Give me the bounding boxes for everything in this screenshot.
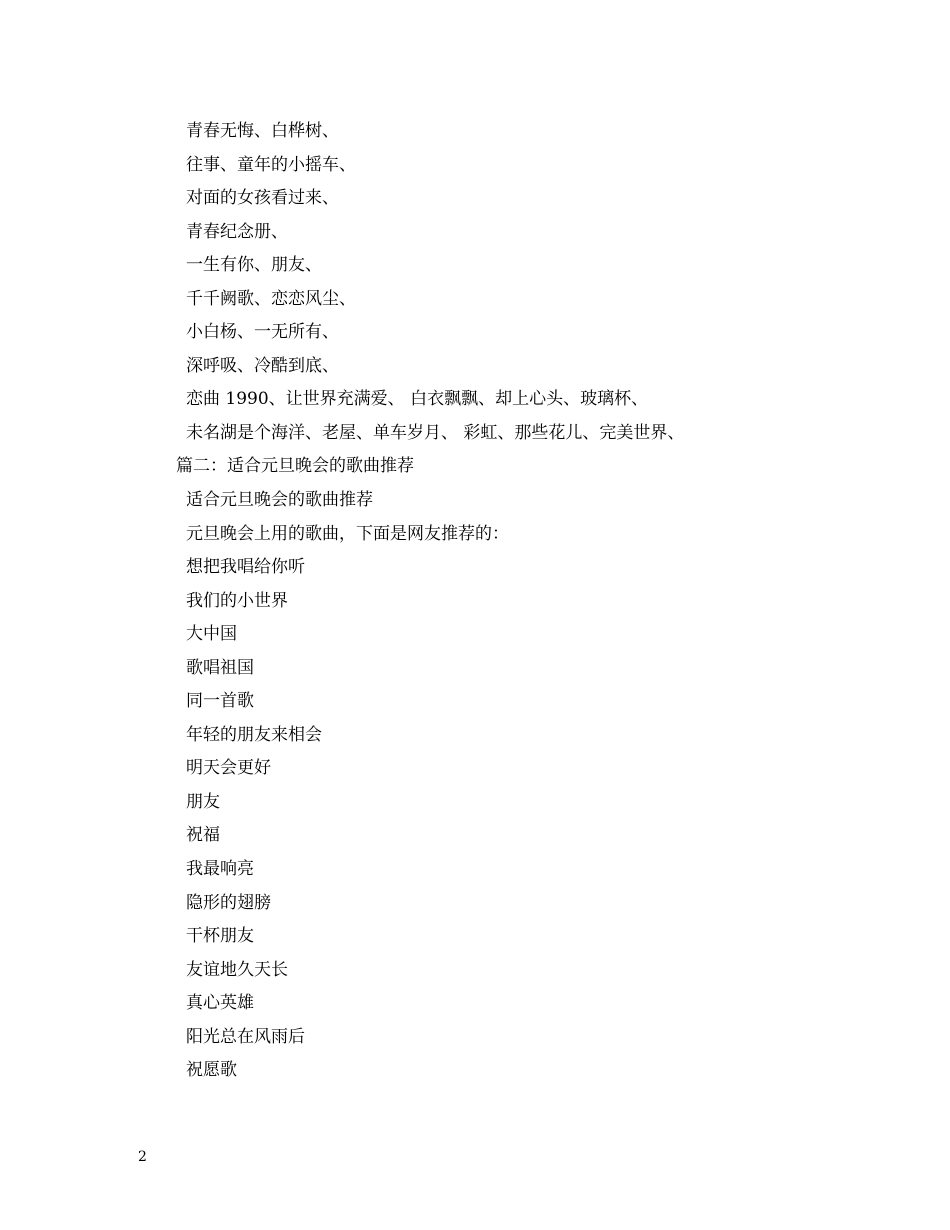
document-body	[0, 115, 950, 1088]
song-item: 大中国	[186, 624, 237, 645]
song-item: 歌唱祖国	[186, 657, 254, 678]
section-title: 适合元旦晚会的歌曲推荐	[186, 490, 373, 511]
text-line: 对面的女孩看过来、	[186, 188, 339, 209]
text-line: 青春纪念册、	[186, 221, 288, 242]
song-item: 祝愿歌	[186, 1060, 237, 1081]
text-line: 深呼吸、冷酷到底、	[186, 355, 339, 376]
song-item: 真心英雄	[186, 993, 254, 1014]
section-heading: 篇二：适合元旦晚会的歌曲推荐	[176, 456, 414, 477]
intro-text: 元旦晚会上用的歌曲，下面是网友推荐的：	[186, 523, 509, 544]
text-line: 小白杨、一无所有、	[186, 322, 339, 343]
song-item: 友谊地久天长	[186, 959, 288, 980]
song-item: 干杯朋友	[186, 926, 254, 947]
song-item: 祝福	[186, 825, 220, 846]
text-line: 千千阙歌、恋恋风尘、	[186, 288, 356, 309]
song-item: 同一首歌	[186, 691, 254, 712]
song-item: 隐形的翅膀	[186, 892, 271, 913]
song-item: 阳光总在风雨后	[186, 1026, 305, 1047]
song-item: 想把我唱给你听	[186, 557, 305, 578]
song-item: 明天会更好	[186, 758, 271, 779]
song-item: 年轻的朋友来相会	[186, 724, 322, 745]
song-item: 我最响亮	[186, 859, 254, 880]
text-line: 青春无悔、白桦树、	[186, 121, 339, 141]
text-line: 一生有你、朋友、	[186, 255, 322, 276]
song-item: 我们的小世界	[186, 590, 288, 611]
page-number: 2	[138, 1149, 147, 1165]
text-line: 未名湖是个海洋、老屋、单车岁月、 彩虹、那些花儿、完美世界、	[186, 422, 685, 443]
text-line: 恋曲 1990、让世界充满爱、 白衣飘飘、却上心头、玻璃杯、	[186, 389, 649, 410]
text-line: 往事、童年的小摇车、	[186, 154, 356, 175]
song-item: 朋友	[186, 791, 220, 812]
